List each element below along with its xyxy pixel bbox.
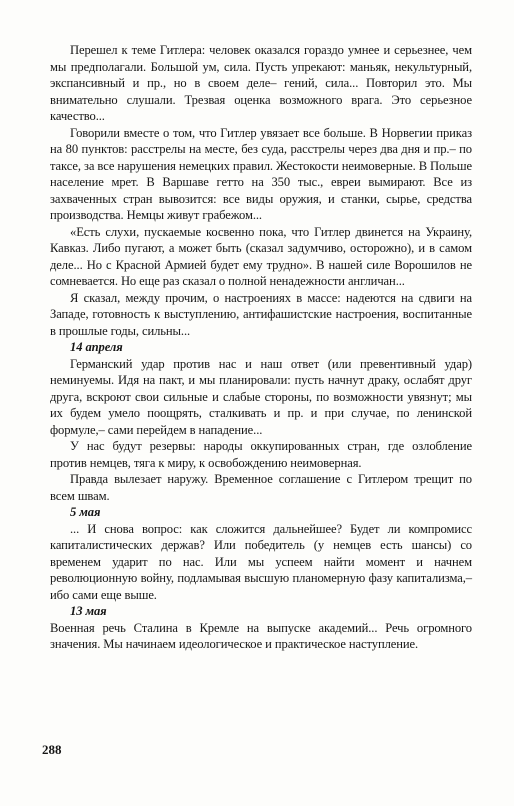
paragraph: Военная речь Сталина в Кремле на выпуске академий... Речь огромного значения. Мы начинаем идеологическое и практическое наступление. <box>50 620 472 651</box>
paragraph: ... И снова вопрос: как сложится дальнейшее? Будет ли компромисс капиталистических держав? Или победитель (у немцев есть шансы) со временем ударит по нас. Или мы успеем найти момент и начнем революционную войну, подламывая высшую планомерную фазу капитализма,–ибо сами еще выше. <box>50 521 472 602</box>
paragraph: Я сказал, между прочим, о настроениях в массе: надеются на сдвиги на Западе, готовность к выступлению, антифашистские настроения, воспитанные в прошлые годы, сильны... <box>50 290 472 338</box>
page-text <box>50 42 472 653</box>
paragraph: У нас будут резервы: народы оккупированных стран, где озлобление против немцев, тяга к миру, к освобождению неимоверная. <box>50 439 472 470</box>
paragraph: Перешел к теме Гитлера: человек оказался гораздо умнее и серьезнее, чем мы предполагали. Большой ум, сила. Пусть упрекают: маньяк, некультурный, экспансивный и пр., но в своем деле– гений, сила... Повторил это. Мы внимательно слушали. Трезвая оценка возможного врага. Это серьезное качество... <box>50 43 472 123</box>
entry-date: 5 мая <box>70 505 101 519</box>
paragraph: «Есть слухи, пускаемые косвенно пока, что Гитлер двинется на Украину, Кавказ. Либо пугают, а может быть (сказал задумчиво, осторожно), и в самом деле... Но с Красной Армией будет ему трудно». В нашей силе Ворошилов не сомневается. Но еще раз сказал о полной ненадежности англичан... <box>50 224 472 288</box>
entry-date: 13 мая <box>70 604 107 618</box>
paragraph: Говорили вместе о том, что Гитлер увязает все больше. В Норвегии приказ на 80 пунктов: расстрелы на месте, без суда, расстрелы через два дня и пр.– по таксе, за все нарушения немецких правил. Жестокости неимоверные. В Польше население мрет. В Варшаве гетто на 350 тыс., евреи вымирают. Все из захваченных стран вывозится: все виды оружия, и станки, сырье, средства производства. Немцы живут грабежом... <box>50 125 472 222</box>
paragraph: Правда вылезает наружу. Временное соглашение с Гитлером трещит по всем швам. <box>50 472 472 503</box>
page-number: 288 <box>42 742 62 757</box>
entry-date: 14 апреля <box>70 340 123 354</box>
paragraph: Германский удар против нас и наш ответ (или превентивный удар) неминуемы. Идя на пакт, и мы планировали: пусть начнут драку, ослабят друг друга, вскроют свои сильные и слабые стороны, по возможности увязнут; мы их будем умело поощрять, сталкивать и пр. и при случае, по ленинской формуле,– сами перейдем в нападение... <box>50 356 472 437</box>
